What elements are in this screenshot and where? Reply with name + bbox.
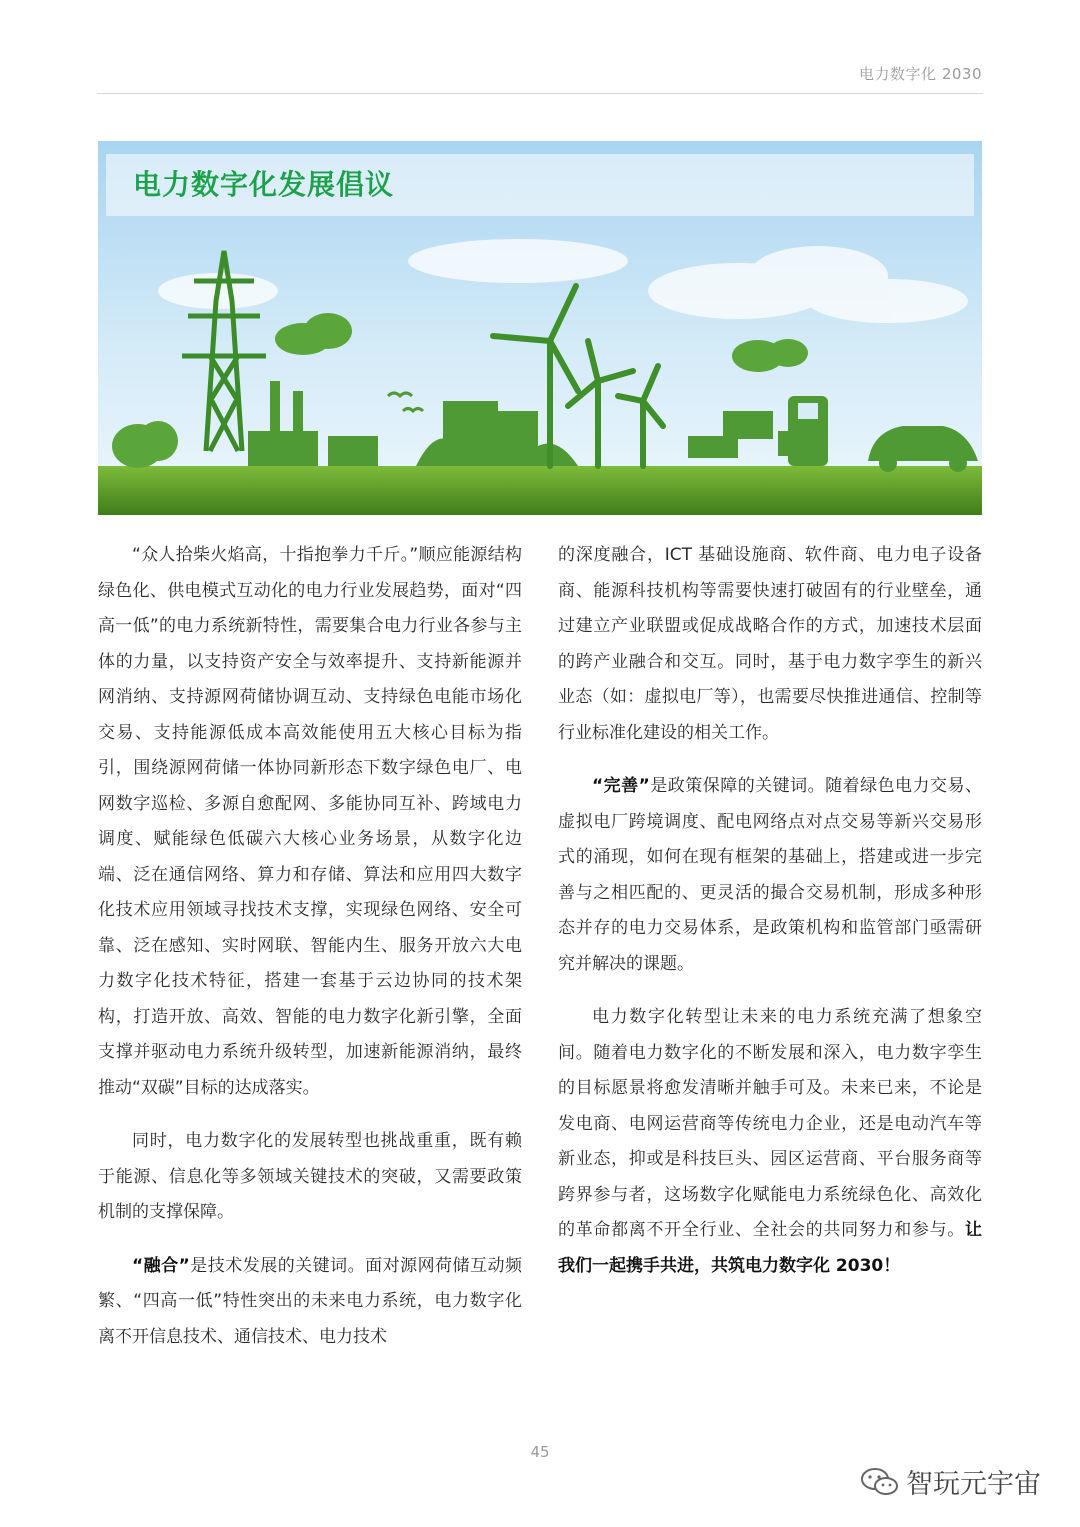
right-paragraph-2 [558,769,982,982]
left-column [98,538,522,1373]
watermark-text: 智玩元宇宙 [906,1469,1041,1500]
right-column [558,538,982,1302]
keyword-fusion: “融合” [132,1255,190,1276]
wechat-icon [860,1467,900,1497]
keyword-improve: “完善” [592,776,650,796]
banner-title: 电力数字化发展倡议 [133,168,395,201]
page-number: 45 [530,1443,550,1461]
right-paragraph-3-text: 电力数字化转型让未来的电力系统充满了想象空间。随着电力数字化的不断发展和深入，电力数字孪生的目标愿景将愈发清晰并触手可及。未来已来，不论是发电商、电网运营商等传统电力企业，还是电动汽车等新业态，抑或是科技巨头、园区运营商、平台服务商等跨界参与者，这场数字化赋能电力系统绿色化、高效化的革命都离不开全行业、全社会的共同努力和参与。 [558,1007,982,1240]
right-paragraph-1: 的深度融合，ICT 基础设施商、软件商、电力电子设备商、能源科技机构等需要快速打破固有的行业壁垒，通过建立产业联盟或促成战略合作的方式，加速技术层面的跨产业融合和交互。同时，基于电力数字孪生的新兴业态（如：虚拟电厂等），也需要尽快推进通信、控制等行业标准化建设的相关工作。 [558,545,982,743]
closing-call: 让我们一起携手共进，共筑电力数字化 2030！ [558,1220,982,1276]
header-title: 电力数字化 2030 [859,65,982,83]
banner-image [98,141,982,515]
left-paragraph-1: “众人拾柴火焰高，十指抱拳力千斤。”顺应能源结构绿色化、供电模式互动化的电力行业发展趋势，面对“四高一低”的电力系统新特性，需要集合电力行业各参与主体的力量，以支持资产安全与效率提升、支持新能源并网消纳、支持源网荷储协调互动、支持绿色电能市场化交易、支持能源低成本高效能使用五大核心目标为指引，围绕源网荷储一体协同新形态下数字绿色电厂、电网数字巡检、多源自愈配网、多能协同互补、跨域电力调度、赋能绿色低碳六大核心业务场景，从数字化边端、泛在通信网络、算力和存储、算法和应用四大数字化技术应用领域寻找技术支撑，实现绿色网络、安全可靠、泛在感知、实时网联、智能内生、服务开放六大电力数字化技术特征，搭建一套基于云边协同的技术架构，打造开放、高效、智能的电力数字化新引擎，全面支撑并驱动电力系统升级转型，加速新能源消纳，最终推动“双碳”目标的达成落实。 [98,545,522,1098]
left-paragraph-2: 同时，电力数字化的发展转型也挑战重重，既有赖于能源、信息化等多领域关键技术的突破，又需要政策机制的支撑保障。 [98,1131,522,1222]
left-paragraph-3 [98,1249,522,1356]
header-divider [97,93,983,94]
watermark [860,1462,1041,1501]
right-paragraph-2-text: 是政策保障的关键词。随着绿色电力交易、虚拟电厂跨境调度、配电网络点对点交易等新兴交易形式的涌现，如何在现有框架的基础上，搭建或进一步完善与之相匹配的、更灵活的撮合交易机制，形成多种形态并存的电力交易体系，是政策机构和监管部门亟需研究并解决的课题。 [558,776,982,974]
left-paragraph-3-text: 是技术发展的关键词。面对源网荷储互动频繁、“四高一低”特性突出的未来电力系统，电力数字化离不开信息技术、通信技术、电力技术 [98,1255,522,1347]
right-paragraph-3 [558,1000,982,1284]
